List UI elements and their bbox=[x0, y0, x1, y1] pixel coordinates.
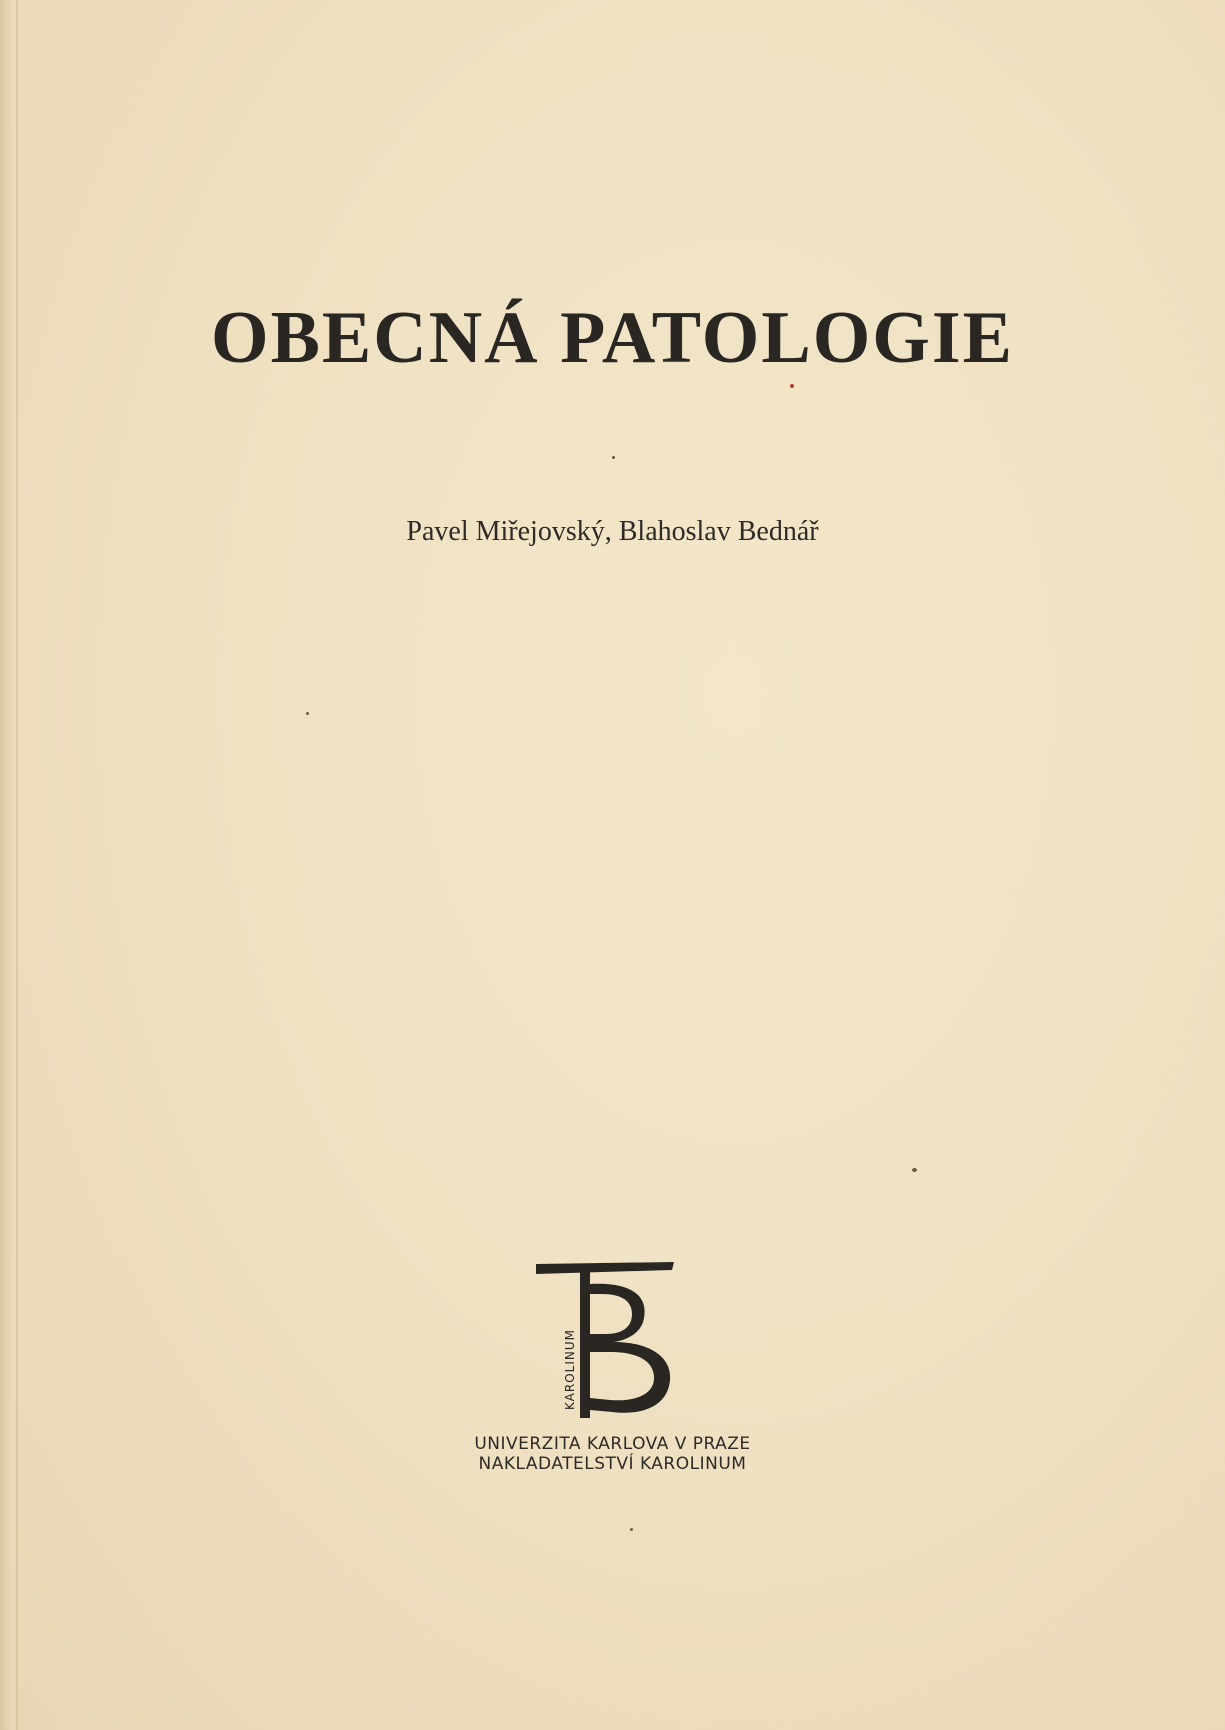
paper-speck bbox=[612, 456, 615, 459]
book-title: OBECNÁ PATOLOGIE bbox=[211, 297, 1014, 379]
paper-speck bbox=[630, 1528, 633, 1531]
book-authors: Pavel Miřejovský, Blahoslav Bednář bbox=[406, 516, 819, 547]
paper-speck bbox=[790, 384, 794, 388]
logo-vertical-text: KAROLINUM bbox=[563, 1329, 577, 1410]
publisher-press: NAKLADATELSTVÍ KAROLINUM bbox=[478, 1454, 747, 1474]
karolinum-logo-icon bbox=[536, 1262, 686, 1422]
paper-speck bbox=[912, 1168, 917, 1172]
publisher-block bbox=[0, 1434, 1225, 1474]
paper-speck bbox=[306, 712, 309, 715]
publisher-university: UNIVERZITA KARLOVA V PRAZE bbox=[474, 1434, 751, 1454]
